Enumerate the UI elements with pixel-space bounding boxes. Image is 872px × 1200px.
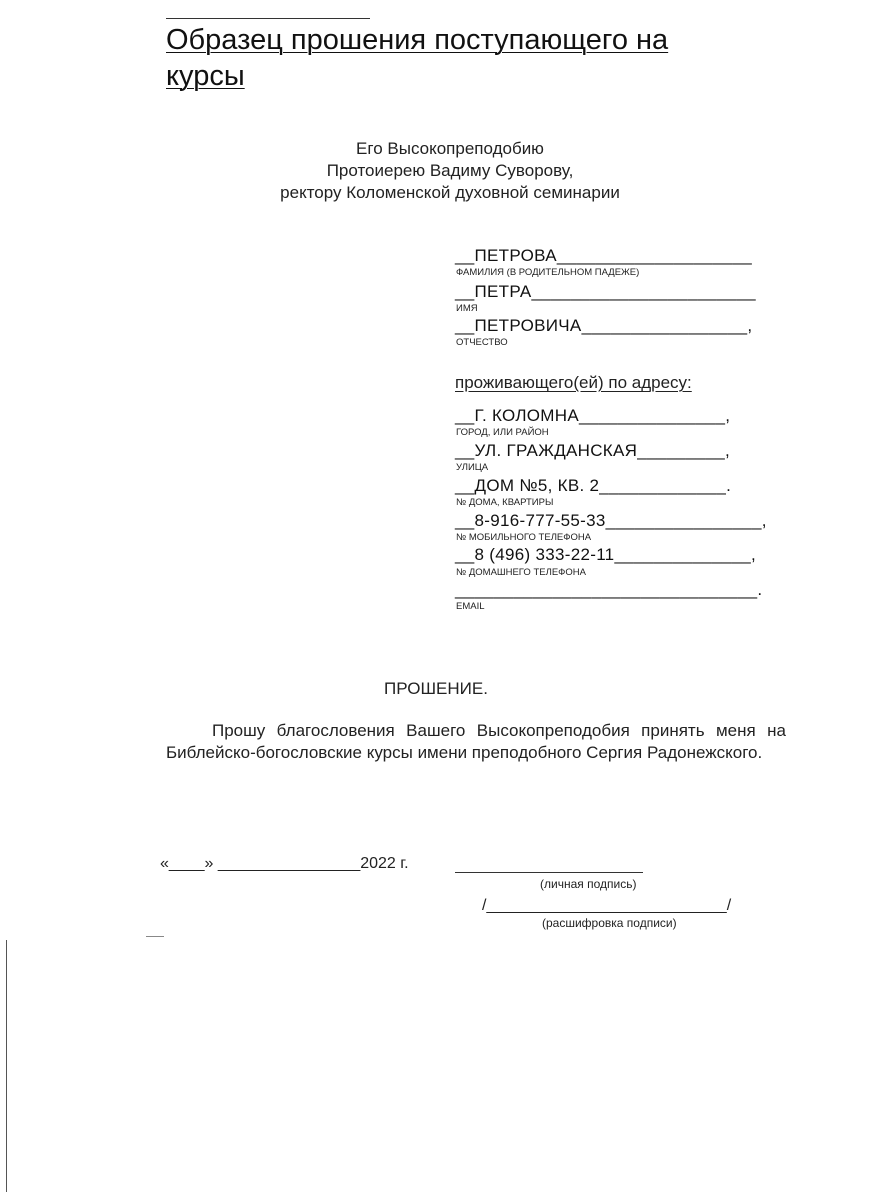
patronymic-value: __ПЕТРОВИЧА_________________, — [455, 316, 753, 335]
email-caption: EMAIL — [456, 601, 485, 612]
house-caption: № ДОМА, КВАРТИРЫ — [456, 497, 554, 508]
city-field — [455, 406, 730, 426]
surname-field — [455, 246, 752, 266]
house-field — [455, 476, 731, 496]
address-heading: проживающего(ей) по адресу: — [455, 373, 692, 392]
personal-signature-line — [455, 872, 643, 873]
addressee-line-1: Его Высокопреподобию — [356, 139, 544, 158]
street-value: __УЛ. ГРАЖДАНСКАЯ_________, — [455, 441, 731, 460]
signature-decode-line: /___________________________/ — [482, 897, 732, 914]
surname-value: __ПЕТРОВА____________________ — [455, 246, 752, 265]
patronymic-field — [455, 316, 752, 336]
addressee-line-3: ректору Коломенской духовной семинарии — [280, 183, 620, 202]
street-caption: УЛИЦА — [456, 462, 489, 473]
street-field — [455, 441, 730, 461]
city-caption: ГОРОД, ИЛИ РАЙОН — [456, 427, 549, 438]
surname-caption: ФАМИЛИЯ (В РОДИТЕЛЬНОМ ПАДЕЖЕ) — [456, 267, 640, 278]
addressee-block — [200, 138, 700, 204]
mobile-value: __8-916-777-55-33________________, — [455, 511, 767, 530]
scan-edge-line — [6, 940, 7, 1192]
patronymic-caption: ОТЧЕСТВО — [456, 337, 508, 348]
home-phone-field — [455, 545, 756, 565]
top-rule — [166, 18, 370, 19]
addressee-line-2: Протоиерею Вадиму Суворову, — [326, 161, 574, 180]
name-caption: ИМЯ — [456, 303, 478, 314]
scan-speck — [146, 936, 164, 937]
name-field — [455, 282, 756, 302]
request-heading: ПРОШЕНИЕ. — [384, 679, 488, 698]
personal-signature-caption: (личная подпись) — [540, 877, 637, 891]
date-line: «____» ________________2022 г. — [160, 855, 409, 872]
city-value: __Г. КОЛОМНА_______________, — [455, 406, 731, 425]
email-value: _______________________________. — [455, 580, 763, 599]
mobile-caption: № МОБИЛЬНОГО ТЕЛЕФОНА — [456, 532, 592, 543]
email-field — [455, 580, 762, 600]
home-phone-value: __8 (496) 333-22-11______________, — [455, 545, 757, 564]
mobile-field — [455, 511, 767, 531]
name-value: __ПЕТРА_______________________ — [455, 282, 756, 301]
house-value: __ДОМ №5, КВ. 2_____________. — [455, 476, 732, 495]
request-body: Прошу благословения Вашего Высокопреподобия принять меня на Библейско-богословские курсы имени преподобного Сергия Радонежского. — [166, 721, 786, 762]
signature-decode-caption: (расшифровка подписи) — [542, 916, 677, 930]
page-title: Образец прошения поступающего на курсы — [166, 24, 669, 92]
home-phone-caption: № ДОМАШНЕГО ТЕЛЕФОНА — [456, 567, 586, 578]
